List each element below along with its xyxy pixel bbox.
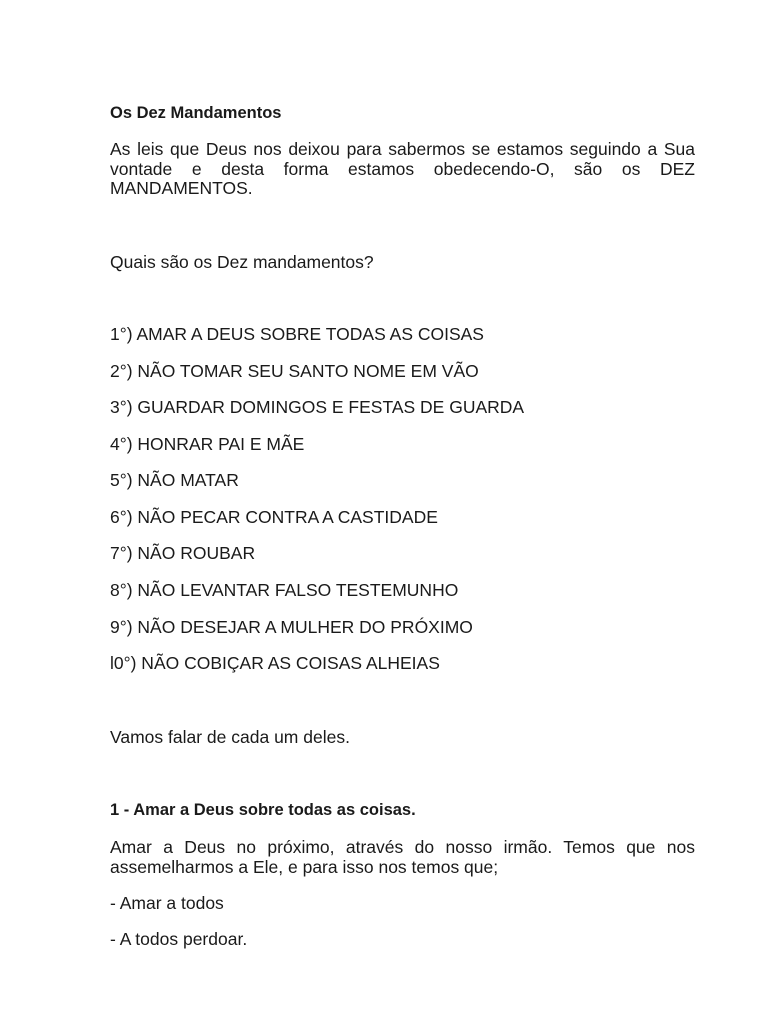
commandment-item: 4°) HONRAR PAI E MÃE (110, 434, 305, 454)
commandment-item: 1°) AMAR A DEUS SOBRE TODAS AS COISAS (110, 324, 484, 344)
commandment-item: l0°) NÃO COBIÇAR AS COISAS ALHEIAS (110, 653, 440, 673)
section-paragraph (110, 838, 695, 877)
commandment-item: 3°) GUARDAR DOMINGOS E FESTAS DE GUARDA (110, 397, 525, 417)
section-line: Amar a Deus no próximo, através do nosso irmão. Temos que nos (110, 837, 695, 857)
section-heading: 1 - Amar a Deus sobre todas as coisas. (110, 801, 416, 819)
section-line: assemelharmos a Ele, e para isso nos temos que; (110, 856, 499, 877)
commandment-item: 7°) NÃO ROUBAR (110, 543, 256, 563)
intro-line: vontade e desta forma estamos obedecendo-O, são os DEZ (110, 158, 695, 179)
document-title: Os Dez Mandamentos (110, 104, 282, 122)
intro-line: As leis que Deus nos deixou para sabermos se estamos seguindo a Sua (110, 139, 695, 159)
commandment-item: 6°) NÃO PECAR CONTRA A CASTIDADE (110, 507, 438, 527)
intro-line: MANDAMENTOS. (110, 178, 253, 198)
commandment-item: 2°) NÃO TOMAR SEU SANTO NOME EM VÃO (110, 361, 479, 381)
intro-paragraph (110, 140, 695, 199)
commandment-item: 5°) NÃO MATAR (110, 470, 239, 490)
bullet-item: - Amar a todos (110, 893, 224, 913)
question-line: Quais são os Dez mandamentos? (110, 252, 374, 272)
bullet-item: - A todos perdoar. (110, 929, 248, 949)
commandment-item: 8°) NÃO LEVANTAR FALSO TESTEMUNHO (110, 580, 459, 600)
commandment-item: 9°) NÃO DESEJAR A MULHER DO PRÓXIMO (110, 617, 473, 637)
transition-line: Vamos falar de cada um deles. (110, 727, 350, 747)
